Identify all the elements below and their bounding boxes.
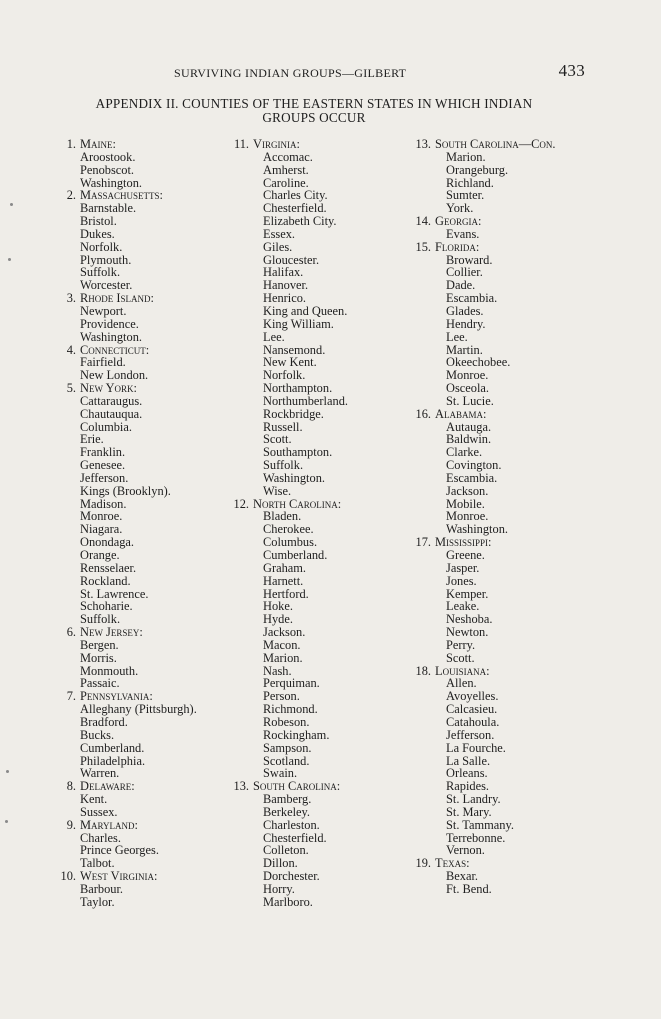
- county-item: Berkeley.: [263, 804, 311, 819]
- state-column-3: [410, 138, 590, 896]
- county-item: Chesterfield.: [263, 830, 327, 845]
- county-item: Chautauqua.: [80, 406, 143, 421]
- county-item: Avoyelles.: [446, 689, 499, 704]
- county-item: Henrico.: [263, 291, 307, 306]
- state-entry: [228, 780, 408, 908]
- county-item: Suffolk.: [80, 612, 121, 627]
- county-item: Catahoula.: [446, 714, 500, 729]
- county-item: Jackson.: [446, 483, 489, 498]
- county-item: Washington.: [446, 522, 508, 537]
- county-item: Rapides.: [446, 779, 490, 794]
- state-name: North Carolina:: [253, 496, 342, 511]
- county-item: Barnstable.: [80, 201, 137, 216]
- county-item: Evans.: [446, 226, 480, 241]
- state-number: 6.: [66, 625, 76, 640]
- county-item: Glades.: [446, 303, 484, 318]
- state-header: [228, 498, 408, 511]
- state-number: 8.: [66, 779, 76, 794]
- county-item: Norfolk.: [263, 368, 306, 383]
- state-header: [48, 626, 220, 639]
- county-item: Hyde.: [263, 612, 293, 627]
- county-item: New London.: [80, 368, 149, 383]
- state-header: [228, 780, 408, 793]
- county-item: Swain.: [263, 766, 298, 781]
- county-item: Erie.: [80, 432, 104, 447]
- state-number: 3.: [66, 291, 76, 306]
- county-item: Norfolk.: [80, 239, 123, 254]
- state-header: [48, 870, 220, 883]
- county-item: Neshoba.: [446, 612, 493, 627]
- state-entry: [228, 138, 408, 498]
- state-entry: [48, 138, 220, 189]
- state-entry: [48, 780, 220, 819]
- county-item: Northampton.: [263, 381, 333, 396]
- county-item: Hanover.: [263, 278, 309, 293]
- county-item: Essex.: [263, 226, 296, 241]
- state-entry: [410, 215, 590, 241]
- state-name: Mississippi:: [435, 535, 492, 550]
- county-item: Autauga.: [446, 419, 492, 434]
- county-item: Charleston.: [263, 817, 320, 832]
- state-entry: [48, 292, 220, 343]
- county-item: Dillon.: [263, 856, 298, 871]
- margin-mark: [8, 258, 11, 261]
- county-item: Charles.: [80, 830, 121, 845]
- county-item: Alleghany (Pittsburgh).: [80, 702, 197, 717]
- county-item: Talbot.: [80, 856, 115, 871]
- county-item: Robeson.: [263, 714, 310, 729]
- county-item: Columbus.: [263, 535, 318, 550]
- county-item: Covington.: [446, 458, 502, 473]
- margin-mark: [10, 203, 13, 206]
- state-name: South Carolina:: [253, 779, 341, 794]
- state-header: [410, 408, 590, 421]
- county-item: Bradford.: [80, 714, 128, 729]
- county-item: Gloucester.: [263, 252, 320, 267]
- county-item: Person.: [263, 689, 300, 704]
- county-item: York.: [446, 201, 474, 216]
- county-item: Terrebonne.: [446, 830, 506, 845]
- county-item: Jasper.: [446, 560, 480, 575]
- county-item: New Kent.: [263, 355, 317, 370]
- state-number: 17.: [415, 535, 431, 550]
- state-column-2: [228, 138, 408, 909]
- state-header: [48, 292, 220, 305]
- county-item: Schoharie.: [80, 599, 133, 614]
- county-item: Washington.: [80, 329, 142, 344]
- county-item: Scotland.: [263, 753, 310, 768]
- state-number: 5.: [66, 381, 76, 396]
- county-item: Scott.: [263, 432, 292, 447]
- county-item: King and Queen.: [263, 303, 348, 318]
- state-header: [48, 780, 220, 793]
- state-column-1: [48, 138, 220, 909]
- county-item: Macon.: [263, 637, 301, 652]
- state-name: Virginia:: [253, 137, 300, 151]
- county-item: Lee.: [263, 329, 285, 344]
- state-name: Maryland:: [80, 817, 138, 832]
- county-item: Warren.: [80, 766, 120, 781]
- county-item: St. Tammany.: [446, 817, 514, 832]
- county-item: Dorchester.: [263, 869, 320, 884]
- state-entry: [410, 536, 590, 664]
- county-item: Kent.: [80, 792, 108, 807]
- county-item: Washington.: [80, 175, 142, 190]
- county-item: Newport.: [80, 303, 127, 318]
- county-item: Nash.: [263, 663, 292, 678]
- county-item: Barbour.: [80, 881, 124, 896]
- county-item: Allen.: [446, 676, 477, 691]
- county-item: Aroostook.: [80, 149, 136, 164]
- state-entry: [228, 498, 408, 781]
- county-item: Worcester.: [80, 278, 133, 293]
- county-item: Escambia.: [446, 470, 498, 485]
- state-entry: [48, 819, 220, 870]
- state-name: Delaware:: [80, 779, 135, 794]
- state-name: Pennsylvania:: [80, 689, 153, 704]
- county-item: Niagara.: [80, 522, 123, 537]
- county-item: Cattaraugus.: [80, 393, 143, 408]
- county-item: Elizabeth City.: [263, 214, 337, 229]
- county-item: Charles City.: [263, 188, 328, 203]
- county-item: Washington.: [263, 470, 325, 485]
- state-name: New Jersey:: [80, 625, 143, 640]
- county-item: Plymouth.: [80, 252, 132, 267]
- county-item: Providence.: [80, 316, 139, 331]
- county-item: Dukes.: [80, 226, 115, 241]
- county-item: Rockland.: [80, 573, 131, 588]
- county-item: Taylor.: [80, 894, 115, 909]
- state-number: 2.: [66, 188, 76, 203]
- county-item: Halifax.: [263, 265, 304, 280]
- county-item: Jefferson.: [80, 470, 129, 485]
- county-item: Monroe.: [446, 368, 489, 383]
- state-name: Rhode Island:: [80, 291, 154, 306]
- state-name: New York:: [80, 381, 137, 396]
- county-item: Bristol.: [80, 214, 117, 229]
- county-item: Russell.: [263, 419, 303, 434]
- state-number: 10.: [60, 869, 76, 884]
- appendix-heading-line-2: GROUPS OCCUR: [262, 110, 366, 125]
- county-item: Collier.: [446, 265, 483, 280]
- county-item: Dade.: [446, 278, 476, 293]
- county-item: Cumberland.: [263, 548, 328, 562]
- county-item: Hendry.: [446, 316, 486, 331]
- state-header: [48, 382, 220, 395]
- state-entry: [410, 665, 590, 858]
- county-item: Orange.: [80, 548, 120, 562]
- county-item: Hoke.: [263, 599, 293, 614]
- county-item: Prince Georges.: [80, 843, 159, 858]
- state-entry: [410, 408, 590, 536]
- county-item: Bladen.: [263, 509, 302, 524]
- county-item: Wise.: [263, 483, 292, 498]
- state-name: Florida:: [435, 239, 480, 254]
- county-item: Orleans.: [446, 766, 488, 781]
- state-entry: [48, 382, 220, 626]
- state-number: 11.: [233, 137, 249, 151]
- state-entry: [410, 138, 590, 215]
- state-number: 13.: [415, 137, 431, 151]
- state-name: Louisiana:: [435, 663, 490, 678]
- state-name: West Virginia:: [80, 869, 158, 884]
- county-item: Bexar.: [446, 869, 478, 884]
- state-entry: [48, 870, 220, 909]
- county-item: Jones.: [446, 573, 477, 588]
- county-item: La Fourche.: [446, 740, 506, 755]
- county-item: Cherokee.: [263, 522, 314, 537]
- county-item: Jefferson.: [446, 727, 495, 742]
- county-item: Philadelphia.: [80, 753, 146, 768]
- state-number: 13.: [233, 779, 249, 794]
- county-item: Fairfield.: [80, 355, 126, 370]
- county-item: Passaic.: [80, 676, 120, 691]
- county-item: Marion.: [263, 650, 303, 665]
- county-item: Richmond.: [263, 702, 318, 717]
- county-item: Okeechobee.: [446, 355, 511, 370]
- county-item: Osceola.: [446, 381, 490, 396]
- county-item: Onondaga.: [80, 535, 135, 550]
- county-item: Northumberland.: [263, 393, 348, 408]
- state-header: [410, 857, 590, 870]
- state-header: [48, 819, 220, 832]
- state-entry: [48, 189, 220, 292]
- county-item: Southampton.: [263, 445, 333, 460]
- county-item: Clarke.: [446, 445, 483, 460]
- state-number: 9.: [66, 817, 76, 832]
- county-item: Broward.: [446, 252, 493, 267]
- state-header: [410, 138, 590, 151]
- state-entry: [410, 857, 590, 896]
- state-name: Connecticut:: [80, 342, 150, 357]
- state-number: 18.: [415, 663, 431, 678]
- county-item: Sussex.: [80, 804, 118, 819]
- county-item: Escambia.: [446, 291, 498, 306]
- county-item: Madison.: [80, 496, 127, 511]
- county-item: Scott.: [446, 650, 475, 665]
- state-header: [228, 138, 408, 151]
- state-header: [410, 215, 590, 228]
- county-item: Amherst.: [263, 162, 309, 177]
- county-item: Jackson.: [263, 625, 306, 640]
- county-item: King William.: [263, 316, 334, 331]
- county-item: Genesee.: [80, 458, 126, 473]
- county-item: Rockbridge.: [263, 406, 324, 421]
- appendix-heading: [40, 97, 588, 125]
- county-item: Columbia.: [80, 419, 132, 434]
- state-number: 15.: [415, 239, 431, 254]
- county-item: Vernon.: [446, 843, 485, 858]
- county-item: Suffolk.: [263, 458, 304, 473]
- county-item: Greene.: [446, 548, 485, 562]
- state-name: Alabama:: [435, 406, 487, 421]
- county-item: Sumter.: [446, 188, 485, 203]
- state-name: Texas:: [435, 856, 470, 871]
- county-item: Baldwin.: [446, 432, 492, 447]
- county-item: Perry.: [446, 637, 476, 652]
- county-item: Nansemond.: [263, 342, 326, 357]
- county-item: Newton.: [446, 625, 489, 640]
- county-item: St. Lawrence.: [80, 586, 149, 601]
- state-entry: [48, 626, 220, 690]
- margin-mark: [5, 820, 8, 823]
- county-item: Calcasieu.: [446, 702, 498, 717]
- state-number: 1.: [66, 137, 76, 151]
- county-item: Graham.: [263, 560, 307, 575]
- county-item: Sampson.: [263, 740, 312, 755]
- state-header: [410, 241, 590, 254]
- page-number: 433: [558, 61, 585, 80]
- state-header: [410, 536, 590, 549]
- county-item: Harnett.: [263, 573, 304, 588]
- state-entry: [48, 344, 220, 383]
- county-item: Mobile.: [446, 496, 485, 511]
- county-item: Monroe.: [80, 509, 123, 524]
- county-item: Giles.: [263, 239, 293, 254]
- county-item: Orangeburg.: [446, 162, 509, 177]
- state-header: [410, 665, 590, 678]
- county-item: St. Mary.: [446, 804, 492, 819]
- county-item: Morris.: [80, 650, 117, 665]
- state-name: Maine:: [80, 137, 116, 151]
- county-item: Franklin.: [80, 445, 126, 460]
- county-item: Rockingham.: [263, 727, 330, 742]
- county-item: Leake.: [446, 599, 480, 614]
- county-item: Lee.: [446, 329, 468, 344]
- county-item: Caroline.: [263, 175, 309, 190]
- county-item: Penobscot.: [80, 162, 135, 177]
- county-item: Richland.: [446, 175, 494, 190]
- county-item: La Salle.: [446, 753, 491, 768]
- state-number: 14.: [415, 214, 431, 229]
- county-item: Bamberg.: [263, 792, 312, 807]
- county-item: Suffolk.: [80, 265, 121, 280]
- state-number: 12.: [233, 496, 249, 511]
- state-number: 19.: [415, 856, 431, 871]
- county-item: Monroe.: [446, 509, 489, 524]
- county-item: Bergen.: [80, 637, 119, 652]
- county-item: St. Landry.: [446, 792, 501, 807]
- county-item: Martin.: [446, 342, 483, 357]
- county-item: Chesterfield.: [263, 201, 327, 216]
- appendix-heading-line-1: APPENDIX II. COUNTIES OF THE EASTERN STATES IN WHICH INDIAN: [95, 96, 533, 111]
- county-item: Monmouth.: [80, 663, 139, 678]
- county-item: Colleton.: [263, 843, 309, 858]
- county-item: Rensselaer.: [80, 560, 137, 575]
- county-item: Cumberland.: [80, 740, 145, 755]
- running-head-title: SURVIVING INDIAN GROUPS—GILBERT: [174, 66, 407, 80]
- county-item: Bucks.: [80, 727, 115, 742]
- state-name: Georgia:: [435, 214, 482, 229]
- county-item: Kings (Brooklyn).: [80, 483, 171, 498]
- county-item: Ft. Bend.: [446, 881, 492, 896]
- state-number: 4.: [66, 342, 76, 357]
- state-header: [48, 138, 220, 151]
- county-item: Accomac.: [263, 149, 313, 164]
- state-number: 7.: [66, 689, 76, 704]
- margin-mark: [6, 770, 9, 773]
- county-item: Marlboro.: [263, 894, 313, 909]
- county-item: Hertford.: [263, 586, 309, 601]
- state-entry: [410, 241, 590, 408]
- state-header: [48, 344, 220, 357]
- state-entry: [48, 690, 220, 780]
- county-item: St. Lucie.: [446, 393, 494, 408]
- state-number: 16.: [415, 406, 431, 421]
- state-name: Massachusetts:: [80, 188, 163, 203]
- county-item: Marion.: [446, 149, 486, 164]
- state-name: South Carolina—Con.: [435, 137, 556, 151]
- county-item: Kemper.: [446, 586, 489, 601]
- county-item: Perquiman.: [263, 676, 320, 691]
- county-item: Horry.: [263, 881, 295, 896]
